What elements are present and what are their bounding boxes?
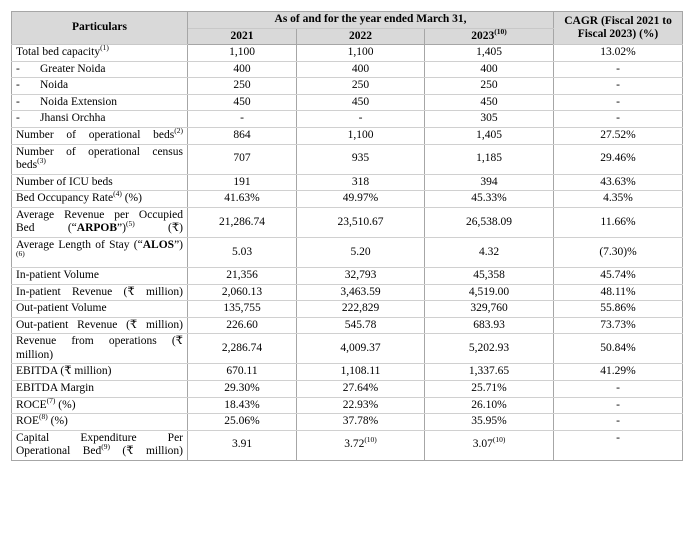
cell-2021-11: 21,356: [188, 268, 297, 285]
table-row: [12, 334, 683, 364]
cell-cagr-8: 4.35%: [554, 191, 683, 208]
operational-metrics-table-container: [11, 11, 682, 461]
cell-2023-1: 400: [425, 61, 554, 78]
cell-2023-17: 25.71%: [425, 380, 554, 397]
row-label-17: EBITDA Margin: [12, 380, 188, 397]
table-row: [12, 237, 683, 267]
cell-cagr-17: -: [554, 380, 683, 397]
row-label-7: Number of ICU beds: [12, 174, 188, 191]
table-row: [12, 284, 683, 301]
cell-2022-18: 22.93%: [297, 397, 425, 414]
row-label-16: EBITDA (₹ million): [12, 364, 188, 381]
column-header-2023-label: 2023: [471, 29, 495, 42]
cell-2022-8: 49.97%: [297, 191, 425, 208]
bullet-dash: -: [16, 95, 20, 108]
cell-2021-15: 2,286.74: [188, 334, 297, 364]
cell-cagr-18: -: [554, 397, 683, 414]
row-label-19: ROE$^{(8)}$ (%): [12, 414, 188, 431]
cell-2021-3: 450: [188, 94, 297, 111]
column-header-cagr: CAGR (Fiscal 2021 to Fiscal 2023) (%): [554, 12, 683, 45]
cell-cagr-9: 11.66%: [554, 207, 683, 237]
cell-2022-14: 545.78: [297, 317, 425, 334]
row-label-3: - Noida Extension: [12, 94, 188, 111]
cell-cagr-14: 73.73%: [554, 317, 683, 334]
cell-2023-14: 683.93: [425, 317, 554, 334]
column-header-2022: 2022: [297, 28, 425, 45]
cell-2022-16: 1,108.11: [297, 364, 425, 381]
table-row: [12, 191, 683, 208]
cell-2022-12: 3,463.59: [297, 284, 425, 301]
cell-cagr-1: -: [554, 61, 683, 78]
cell-cagr-19: -: [554, 414, 683, 431]
table-row: [12, 144, 683, 174]
column-header-2023-footnote: (10): [494, 26, 507, 36]
table-row: [12, 111, 683, 128]
cell-cagr-10: (7.30)%: [554, 237, 683, 267]
cell-2023-8: 45.33%: [425, 191, 554, 208]
cell-2022-6: 935: [297, 144, 425, 174]
cell-2021-10: 5.03: [188, 237, 297, 267]
cell-2023-10: 4.32: [425, 237, 554, 267]
cell-2023-18: 26.10%: [425, 397, 554, 414]
row-label-5: Number of operational beds$^{(2)}$: [12, 127, 188, 144]
cell-2021-7: 191: [188, 174, 297, 191]
cell-2021-20: 3.91: [188, 430, 297, 460]
table-row: [12, 174, 683, 191]
row-label-1: - Greater Noida: [12, 61, 188, 78]
cell-2023-13: 329,760: [425, 301, 554, 318]
row-label-20: Capital Expenditure Per Operational Bed$^{(9)}$ (₹ million): [12, 430, 188, 460]
cell-2023-9: 26,538.09: [425, 207, 554, 237]
table-row: [12, 364, 683, 381]
cell-2022-15: 4,009.37: [297, 334, 425, 364]
row-label-10: Average Length of Stay (“ALOS”)$^{(6)}$: [12, 237, 188, 267]
table-row: [12, 397, 683, 414]
row-label-6: Number of operational census beds$^{(3)}$: [12, 144, 188, 174]
cell-2021-2: 250: [188, 78, 297, 95]
cell-2023-2: 250: [425, 78, 554, 95]
table-row: [12, 127, 683, 144]
row-label-15: Revenue from operations (₹ million): [12, 334, 188, 364]
cell-2022-20: 3.72$^{(10)}$: [297, 430, 425, 460]
row-label-0: Total bed capacity$^{(1)}$: [12, 45, 188, 62]
table-body: [12, 45, 683, 461]
cell-cagr-13: 55.86%: [554, 301, 683, 318]
row-label-4: - Jhansi Orchha: [12, 111, 188, 128]
cell-cagr-12: 48.11%: [554, 284, 683, 301]
cell-2021-8: 41.63%: [188, 191, 297, 208]
operational-metrics-table: [11, 11, 683, 461]
cell-2021-16: 670.11: [188, 364, 297, 381]
cell-2023-12: 4,519.00: [425, 284, 554, 301]
cell-2022-4: -: [297, 111, 425, 128]
cell-cagr-16: 41.29%: [554, 364, 683, 381]
cell-cagr-4: -: [554, 111, 683, 128]
cell-cagr-0: 13.02%: [554, 45, 683, 62]
cell-2022-2: 250: [297, 78, 425, 95]
cell-2023-15: 5,202.93: [425, 334, 554, 364]
cell-2022-9: 23,510.67: [297, 207, 425, 237]
cell-2021-9: 21,286.74: [188, 207, 297, 237]
cell-2022-10: 5.20: [297, 237, 425, 267]
table-row: [12, 414, 683, 431]
cell-2023-19: 35.95%: [425, 414, 554, 431]
cell-2021-0: 1,100: [188, 45, 297, 62]
table-row: [12, 268, 683, 285]
cell-2022-5: 1,100: [297, 127, 425, 144]
cell-2021-18: 18.43%: [188, 397, 297, 414]
column-header-particulars: Particulars: [12, 12, 188, 45]
cell-2023-3: 450: [425, 94, 554, 111]
cell-2021-13: 135,755: [188, 301, 297, 318]
cell-cagr-6: 29.46%: [554, 144, 683, 174]
cell-2021-14: 226.60: [188, 317, 297, 334]
row-label-8: Bed Occupancy Rate$^{(4)}$ (%): [12, 191, 188, 208]
cell-2023-6: 1,185: [425, 144, 554, 174]
cell-2021-12: 2,060.13: [188, 284, 297, 301]
row-label-12: In-patient Revenue (₹ million): [12, 284, 188, 301]
cell-2021-6: 707: [188, 144, 297, 174]
table-row: [12, 94, 683, 111]
bullet-dash: -: [16, 112, 20, 125]
cell-2022-11: 32,793: [297, 268, 425, 285]
table-row: [12, 45, 683, 62]
table-row: [12, 78, 683, 95]
column-header-2021: 2021: [188, 28, 297, 45]
cell-2021-1: 400: [188, 61, 297, 78]
cell-2021-19: 25.06%: [188, 414, 297, 431]
cell-2021-17: 29.30%: [188, 380, 297, 397]
column-header-2023: [425, 28, 554, 45]
cell-cagr-2: -: [554, 78, 683, 95]
cell-2023-16: 1,337.65: [425, 364, 554, 381]
cell-2023-11: 45,358: [425, 268, 554, 285]
table-header: [12, 12, 683, 45]
cell-2022-19: 37.78%: [297, 414, 425, 431]
cell-2023-5: 1,405: [425, 127, 554, 144]
cell-2022-3: 450: [297, 94, 425, 111]
cell-2021-5: 864: [188, 127, 297, 144]
cell-2023-4: 305: [425, 111, 554, 128]
bullet-dash: -: [16, 79, 20, 92]
cell-cagr-20: -: [554, 430, 683, 460]
row-label-9: Average Revenue per Occupied Bed (“ARPOB”)$^{(5)}$ (₹): [12, 207, 188, 237]
cell-2022-7: 318: [297, 174, 425, 191]
table-row: [12, 317, 683, 334]
cell-2022-1: 400: [297, 61, 425, 78]
cell-cagr-7: 43.63%: [554, 174, 683, 191]
cell-cagr-3: -: [554, 94, 683, 111]
bullet-dash: -: [16, 62, 20, 75]
table-row: [12, 207, 683, 237]
cell-2022-17: 27.64%: [297, 380, 425, 397]
cell-cagr-5: 27.52%: [554, 127, 683, 144]
row-label-2: - Noida: [12, 78, 188, 95]
cell-2021-4: -: [188, 111, 297, 128]
cell-2023-7: 394: [425, 174, 554, 191]
column-header-year-span: As of and for the year ended March 31,: [188, 12, 554, 29]
cell-cagr-15: 50.84%: [554, 334, 683, 364]
table-row: [12, 380, 683, 397]
row-label-11: In-patient Volume: [12, 268, 188, 285]
table-row: [12, 61, 683, 78]
row-label-18: ROCE$^{(7)}$ (%): [12, 397, 188, 414]
table-header-row-1: [12, 12, 683, 29]
cell-2022-13: 222,829: [297, 301, 425, 318]
row-label-14: Out-patient Revenue (₹ million): [12, 317, 188, 334]
row-label-13: Out-patient Volume: [12, 301, 188, 318]
table-row: [12, 301, 683, 318]
table-row: [12, 430, 683, 460]
cell-cagr-11: 45.74%: [554, 268, 683, 285]
cell-2022-0: 1,100: [297, 45, 425, 62]
cell-2023-20: 3.07$^{(10)}$: [425, 430, 554, 460]
cell-2023-0: 1,405: [425, 45, 554, 62]
